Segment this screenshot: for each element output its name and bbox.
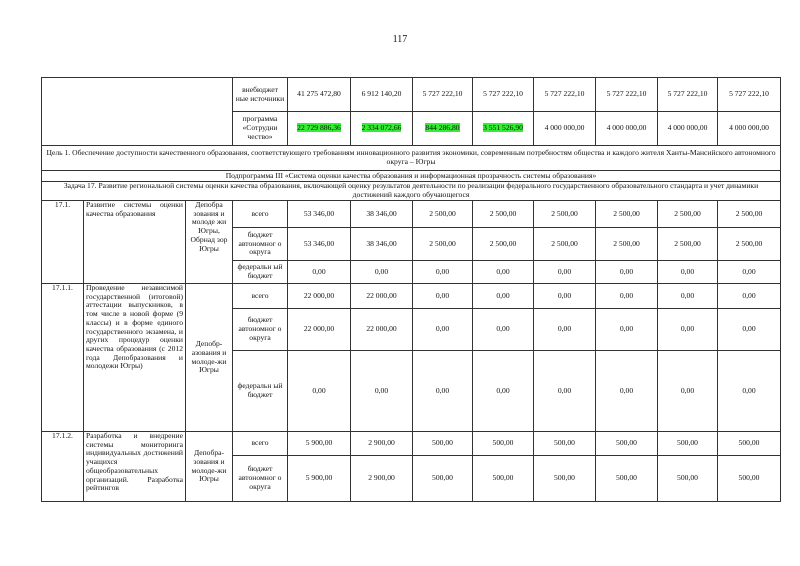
item-code: 17.1.1. — [42, 284, 84, 432]
value-cell: 53 346,00 — [288, 201, 351, 228]
value-cell: 4 000 000,00 — [596, 112, 658, 146]
responsible: Депобра-зования и молоде-жи Югры — [186, 432, 233, 502]
table-row — [42, 201, 781, 228]
funding-type: всего — [233, 284, 288, 309]
value-cell: 2 500,00 — [534, 201, 596, 228]
value-cell: 500,00 — [413, 456, 473, 502]
value-cell: 5 727 222,10 — [658, 78, 718, 112]
value-cell: 22 000,00 — [351, 309, 413, 351]
page-number: 117 — [392, 34, 408, 45]
value-cell: 2 500,00 — [718, 201, 781, 228]
value-cell: 0,00 — [473, 309, 534, 351]
value-cell: 0,00 — [658, 284, 718, 309]
value-cell — [473, 112, 534, 146]
table-row — [42, 284, 781, 309]
value-cell: 500,00 — [473, 456, 534, 502]
value-cell: 4 000 000,00 — [534, 112, 596, 146]
value-cell: 0,00 — [413, 309, 473, 351]
table-row — [42, 78, 781, 112]
responsible: Депобра зования и молоде жи Югры, Обрнад зор Югры — [186, 201, 233, 284]
value-cell: 0,00 — [718, 284, 781, 309]
value-cell: 0,00 — [413, 351, 473, 432]
value-cell: 0,00 — [658, 261, 718, 284]
value-cell: 0,00 — [596, 284, 658, 309]
empty-cell — [42, 78, 233, 146]
value-cell: 5 727 222,10 — [534, 78, 596, 112]
value-cell: 5 727 222,10 — [473, 78, 534, 112]
table-row — [42, 432, 781, 456]
value-cell: 2 500,00 — [413, 201, 473, 228]
value-cell: 500,00 — [718, 432, 781, 456]
value-cell: 0,00 — [658, 351, 718, 432]
value-cell: 500,00 — [534, 432, 596, 456]
value-cell: 0,00 — [534, 261, 596, 284]
subprogram-text: Подпрограмма III «Система оценки качества образования и информационная прозрачность системы образования» — [42, 171, 781, 182]
funding-type: программа «Сотрудни чество» — [233, 112, 288, 146]
value-cell: 5 727 222,10 — [718, 78, 781, 112]
funding-type: федеральн ый бюджет — [233, 351, 288, 432]
value-cell: 2 500,00 — [596, 201, 658, 228]
value-cell: 22 000,00 — [288, 309, 351, 351]
value-cell: 0,00 — [288, 261, 351, 284]
task-text: Задача 17. Развитие региональной системы оценки качества образования, включающей оценку результатов деятельности по реализации федерального государственного образовательного стандарта и учет динамики достижений каждого обучающегося — [42, 182, 781, 201]
item-name: Проведение независимой государственной (итоговой) аттестации выпускников, в том числе в новой форме (9 классы) и в форме единого государственного экзамена, и других процедур оценки качества образования (с 2012 года Депобразования и молодежи Югры) — [84, 284, 186, 432]
value-cell: 0,00 — [534, 351, 596, 432]
value-cell: 6 912 140,20 — [351, 78, 413, 112]
budget-table — [41, 77, 781, 502]
value-cell — [413, 112, 473, 146]
value-cell: 41 275 472,80 — [288, 78, 351, 112]
value-cell: 0,00 — [718, 261, 781, 284]
highlighted-value: 3 551 526,90 — [483, 123, 523, 133]
value-cell: 2 500,00 — [413, 228, 473, 261]
value-cell: 2 500,00 — [473, 228, 534, 261]
value-cell: 38 346,00 — [351, 201, 413, 228]
value-cell: 2 500,00 — [718, 228, 781, 261]
value-cell: 2 500,00 — [658, 228, 718, 261]
value-cell: 2 500,00 — [534, 228, 596, 261]
value-cell: 500,00 — [596, 456, 658, 502]
goal-text: Цель 1. Обеспечение доступности качественного образования, соответствующего требованиям инновационного развития экономики, современным потребностям общества и каждого жителя Ханты-Мансийского автономного округа – Югры — [42, 146, 781, 171]
item-code: 17.1.2. — [42, 432, 84, 502]
value-cell: 0,00 — [351, 351, 413, 432]
value-cell: 2 900,00 — [351, 432, 413, 456]
value-cell: 500,00 — [534, 456, 596, 502]
value-cell: 0,00 — [596, 309, 658, 351]
value-cell: 0,00 — [534, 284, 596, 309]
value-cell: 500,00 — [658, 456, 718, 502]
responsible: Депобр-азования и молоде-жи Югры — [186, 284, 233, 432]
value-cell: 22 000,00 — [288, 284, 351, 309]
value-cell: 500,00 — [658, 432, 718, 456]
value-cell: 0,00 — [413, 261, 473, 284]
value-cell: 0,00 — [413, 284, 473, 309]
funding-type: федеральн ый бюджет — [233, 261, 288, 284]
value-cell: 4 000 000,00 — [718, 112, 781, 146]
subprogram-row — [42, 171, 781, 182]
funding-type: всего — [233, 432, 288, 456]
item-code: 17.1. — [42, 201, 84, 284]
value-cell: 0,00 — [473, 351, 534, 432]
value-cell: 500,00 — [413, 432, 473, 456]
value-cell: 4 000 000,00 — [658, 112, 718, 146]
value-cell: 0,00 — [718, 309, 781, 351]
value-cell — [351, 112, 413, 146]
funding-type: всего — [233, 201, 288, 228]
funding-type: бюджет автономног о округа — [233, 228, 288, 261]
value-cell: 0,00 — [596, 261, 658, 284]
item-name: Развитие системы оценки качества образования — [84, 201, 186, 284]
highlighted-value: 2 334 072,66 — [361, 123, 402, 133]
value-cell: 53 346,00 — [288, 228, 351, 261]
value-cell: 2 500,00 — [658, 201, 718, 228]
funding-type: бюджет автономног о округа — [233, 309, 288, 351]
highlighted-value: 844 286,80 — [425, 123, 460, 133]
value-cell: 0,00 — [473, 284, 534, 309]
value-cell: 2 900,00 — [351, 456, 413, 502]
value-cell: 500,00 — [596, 432, 658, 456]
goal-row — [42, 146, 781, 171]
value-cell: 38 346,00 — [351, 228, 413, 261]
highlighted-value: 22 729 886,36 — [297, 123, 341, 133]
funding-type: бюджет автономног о округа — [233, 456, 288, 502]
value-cell: 0,00 — [473, 261, 534, 284]
value-cell: 0,00 — [658, 309, 718, 351]
value-cell: 2 500,00 — [473, 201, 534, 228]
funding-type: внебюджет ные источники — [233, 78, 288, 112]
value-cell: 0,00 — [351, 261, 413, 284]
value-cell — [288, 112, 351, 146]
value-cell: 5 900,00 — [288, 456, 351, 502]
value-cell: 2 500,00 — [596, 228, 658, 261]
value-cell: 5 727 222,10 — [596, 78, 658, 112]
value-cell: 5 900,00 — [288, 432, 351, 456]
value-cell: 5 727 222,10 — [413, 78, 473, 112]
value-cell: 500,00 — [718, 456, 781, 502]
value-cell: 0,00 — [596, 351, 658, 432]
value-cell: 500,00 — [473, 432, 534, 456]
item-name: Разработка и внедрение системы мониторинга индивидуальных достижений учащихся общеобразовательных организаций. Разработка рейтингов — [84, 432, 186, 502]
value-cell: 0,00 — [288, 351, 351, 432]
task-row — [42, 182, 781, 201]
value-cell: 22 000,00 — [351, 284, 413, 309]
value-cell: 0,00 — [718, 351, 781, 432]
value-cell: 0,00 — [534, 309, 596, 351]
